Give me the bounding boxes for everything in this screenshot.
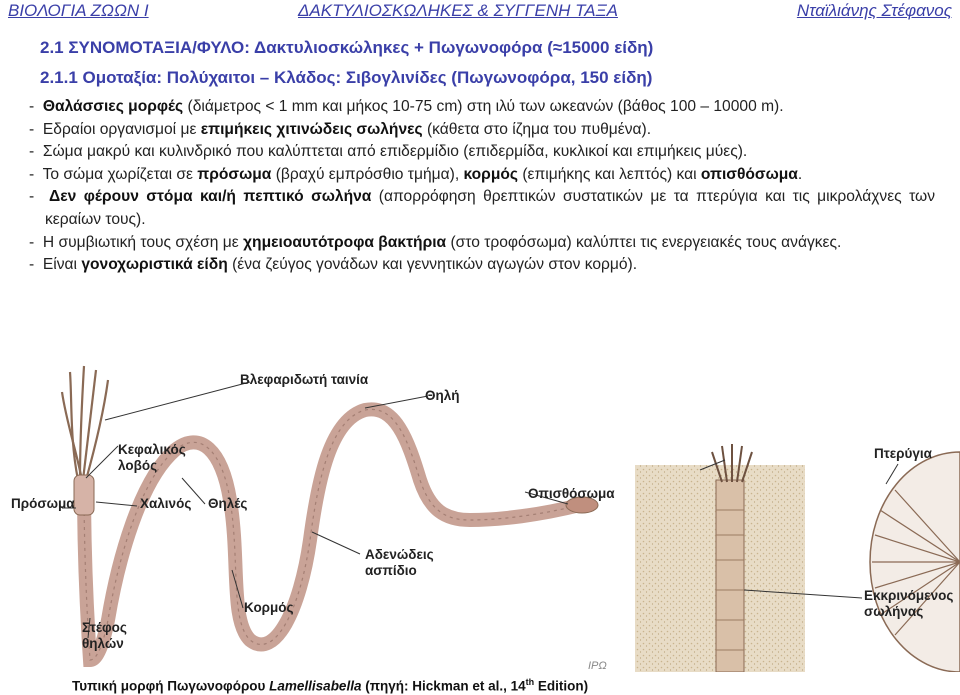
label-glandular-2: ασπίδιο	[365, 563, 417, 578]
label-glandular-1: Αδενώδεις	[365, 547, 434, 562]
bullet-item: - Σώμα μακρύ και κυλινδρικό που καλύπτεται από επιδερμίδιο (επιδερμίδα, κυκλικοί και επιμήκεις μύες).	[29, 143, 748, 161]
bold-term: επιμήκεις χιτινώδεις σωλήνες	[200, 120, 423, 138]
bold-term: γονοχωριστικά είδη	[81, 256, 228, 274]
label-cephalic-lobe-1: Κεφαλικός	[118, 442, 186, 457]
pogonophora-figure	[0, 360, 960, 672]
header-chapter: ΔΑΚΤΥΛΙΟΣΚΩΛΗΚΕΣ & ΣΥΓΓΕΝΗ ΤΑΞΑ	[298, 1, 618, 20]
label-secreted-tube-1: Εκκρινόμενος	[864, 588, 954, 603]
label-secreted-tube-2: σωλήνας	[864, 604, 924, 619]
bullet-item: - Θαλάσσιες μορφές (διάμετρος < 1 mm και μήκος 10-75 cm) στη ιλύ των ωκεανών (βάθος 100 – 10000 m).	[29, 98, 784, 115]
header-course: ΒΙΟΛΟΓΙΑ ΖΩΩΝ Ι	[8, 1, 149, 20]
label-prosoma: Πρόσωμα	[11, 496, 75, 511]
label-pinnules: Πτερύγια	[874, 446, 932, 461]
species-name: Lamellisabella	[269, 678, 362, 694]
label-trunk: Κορμός	[244, 600, 294, 615]
bold-term: κορμός	[463, 165, 519, 183]
bold-term: πρόσωμα	[197, 165, 272, 183]
label-ciliated-band: Βλεφαριδωτή ταινία	[240, 372, 369, 387]
figure-caption: Τυπική μορφή Πωγωνοφόρου Lamellisabella (πηγή: Hickman et al., 14th Edition)	[72, 677, 589, 694]
label-papilla: Θηλή	[425, 388, 460, 403]
watermark: ΙΡΩ	[588, 660, 607, 672]
header-author: Νταϊλιάνης Στέφανος	[796, 1, 952, 20]
label-bridle: Χαλινός	[140, 496, 192, 511]
label-cephalic-lobe-2: λοβός	[118, 458, 158, 473]
worm-illustration	[0, 360, 960, 672]
bullet-item: - Είναι γονοχωριστικά είδη (ένα ζεύγος γονάδων και γεννητικών αγωγών στον κορμό).	[29, 256, 638, 274]
section-heading: 2.1 ΣΥΝΟΜΟΤΑΞΙΑ/ΦΥΛΟ: Δακτυλιοσκώληκες + Πωγωνοφόρα (≈15000 είδη)	[40, 38, 654, 57]
subsection-heading: 2.1.1 Ομοταξία: Πολύχαιτοι – Κλάδος: Σιβογλινίδες (Πωγωνοφόρα, 150 είδη)	[40, 68, 653, 87]
bullet-item: - Η συμβιωτική τους σχέση με χημειοαυτότροφα βακτήρια (στο τροφόσωμα) καλύπτει τις ενεργειακές τους ανάγκες.	[29, 233, 842, 251]
label-opisthosoma: Οπισθόσωμα	[528, 486, 615, 501]
bold-term: Θαλάσσιες μορφές	[42, 98, 184, 115]
prosoma-region	[74, 475, 94, 515]
bullet-list	[29, 96, 935, 277]
bullet-item: - Δεν φέρουν στόμα και/ή πεπτικό σωλήνα (απορρόφηση θρεπτικών συστατικών με τα πτερύγια και τις μικρολάχνες των κεραίων τους).	[29, 188, 936, 228]
page-header	[0, 0, 960, 22]
bullet-item: - Το σώμα χωρίζεται σε πρόσωμα (βραχύ εμπρόσθιο τμήμα), κορμός (επιμήκης και λεπτός) και οπισθόσωμα.	[29, 165, 803, 183]
label-papillae: Θηλές	[208, 496, 248, 511]
bullet-item: - Εδραίοι οργανισμοί με επιμήκεις χιτινώδεις σωλήνες (κάθετα στο ίζημα του πυθμένα).	[29, 120, 652, 138]
bold-term: χημειοαυτότροφα βακτήρια	[243, 233, 447, 251]
secreted-tube	[716, 480, 744, 672]
label-papillae-crown-1: Στέφος	[82, 620, 127, 635]
bold-term: οπισθόσωμα	[700, 165, 798, 183]
bold-term: Δεν φέρουν στόμα και/ή πεπτικό σωλήνα	[49, 188, 372, 206]
label-papillae-crown-2: θηλών	[82, 636, 124, 651]
